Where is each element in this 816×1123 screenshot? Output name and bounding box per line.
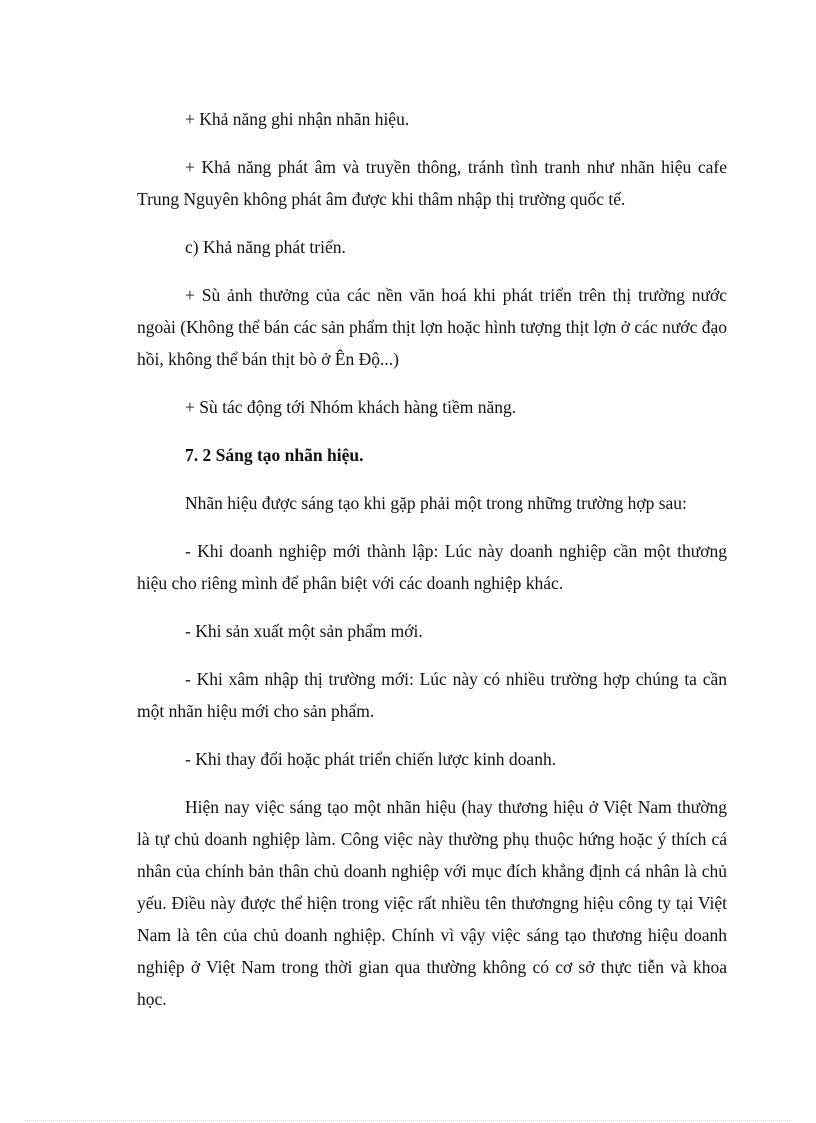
conclusion-paragraph: Hiện nay việc sáng tạo một nhãn hiệu (hay thương hiệu ở Việt Nam thường là tự chủ doanh nghiệp làm. Công việc này thường phụ thuộc hứng hoặc ý thích cá nhân của chính bản thân chủ doanh nghiệp với mục đích khẳng định cá nhân là chủ yếu. Điều này được thể hiện trong việc rất nhiều tên thươngng hiệu công ty tại Việt Nam là tên của chủ doanh nghiệp. Chính vì vậy việc sáng tạo thương hiệu doanh nghiệp ở Việt Nam trong thời gian qua thường không có cơ sở thực tiễn và khoa học. xyxy=(137,797,727,1009)
bullet-recognition: + Khả năng ghi nhận nhãn hiệu. xyxy=(185,109,410,129)
case-strategy-change: - Khi thay đổi hoặc phát triển chiến lược kinh doanh. xyxy=(185,749,557,769)
section-heading: 7. 2 Sáng tạo nhãn hiệu. xyxy=(185,445,364,465)
subsection-development: c) Khả năng phát triển. xyxy=(185,237,346,257)
bullet-cultural-influence: + Sù ảnh thưởng của các nền văn hoá khi phát triển trên thị trường nước ngoài (Không thể bán các sản phẩm thịt lợn hoặc hình tượng thịt lợn ở các nước đạo hồi, không thể bán thịt bò ở Ên Độ...) xyxy=(137,285,727,369)
case-new-market: - Khi xâm nhập thị trường mới: Lúc này có nhiều trường hợp chúng ta cần một nhãn hiệu mới cho sản phẩm. xyxy=(137,669,727,721)
bullet-pronunciation: + Khả năng phát âm và truyền thông, tránh tình tranh như nhãn hiệu cafe Trung Nguyên không phát âm được khi thâm nhập thị trường quốc tế. xyxy=(137,157,727,209)
case-new-business: - Khi doanh nghiệp mới thành lập: Lúc này doanh nghiệp cần một thương hiệu cho riêng mình để phân biệt với các doanh nghiệp khác. xyxy=(137,541,727,593)
page-body xyxy=(137,103,727,1031)
page-bottom-divider xyxy=(24,1120,792,1121)
bullet-potential-customers: + Sù tác động tới Nhóm khách hàng tiềm năng. xyxy=(185,397,517,417)
intro-paragraph: Nhãn hiệu được sáng tạo khi gặp phải một trong những trường hợp sau: xyxy=(185,493,687,513)
case-new-product: - Khi sản xuất một sản phẩm mới. xyxy=(185,621,423,641)
